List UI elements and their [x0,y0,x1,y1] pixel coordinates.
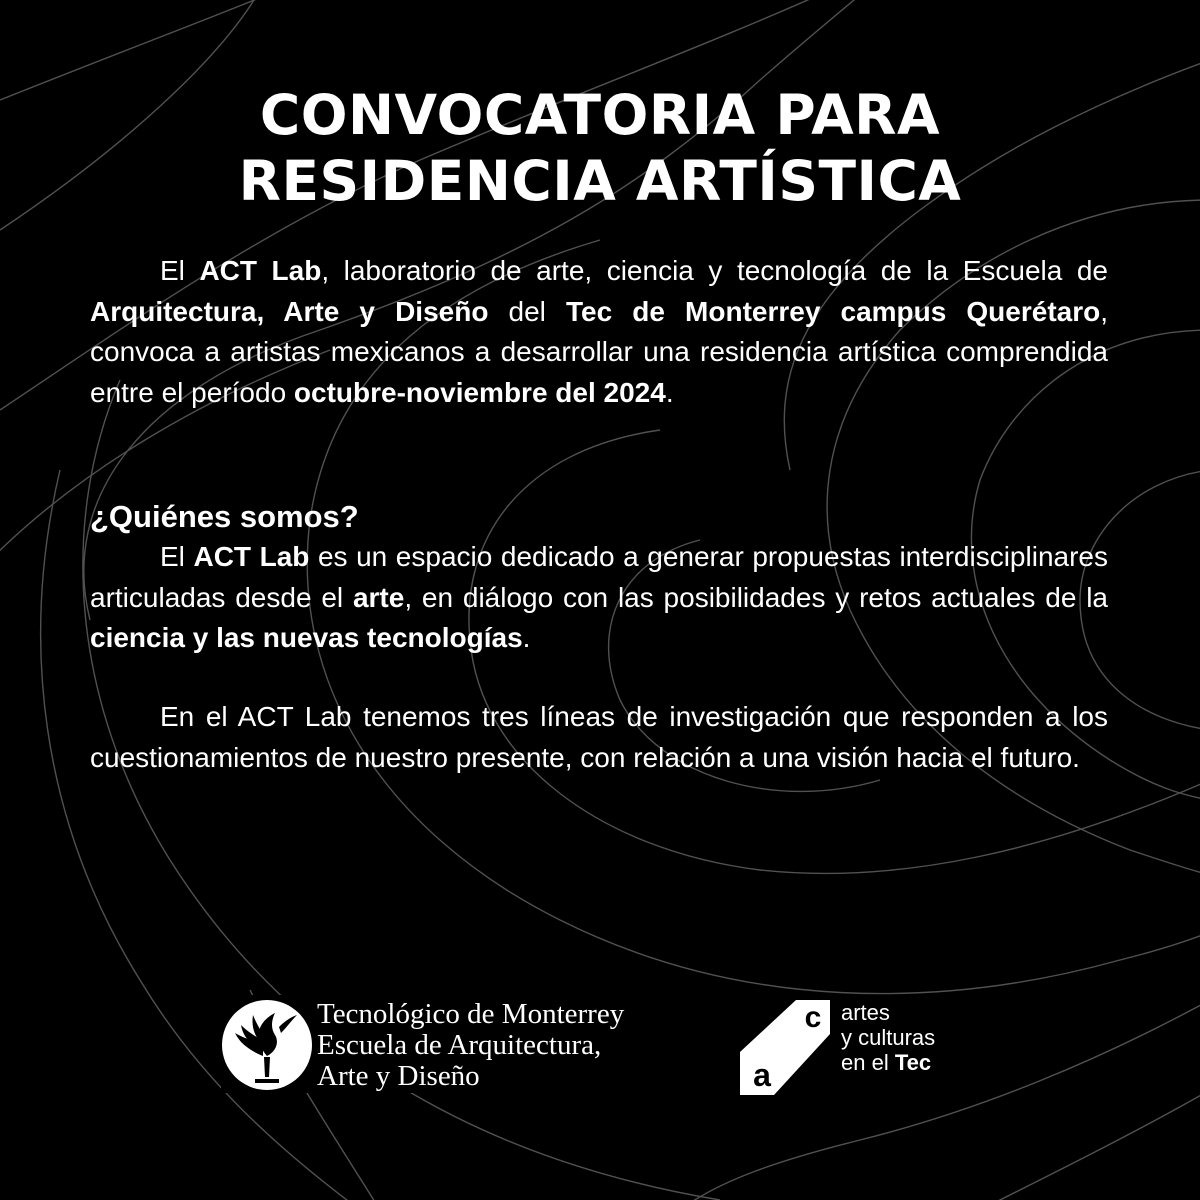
intro-text-1: El [160,255,200,286]
tec-line-2: Escuela de Arquitectura, [317,1029,602,1061]
intro-text-3: del [488,295,566,327]
section-heading: ¿Quiénes somos? [90,499,359,534]
about-text-2: es un espacio dedicado a generar propuestas interdisciplinares articuladas desde el [90,541,1108,613]
tec-monterrey-logo [221,995,658,1093]
title-line-1: CONVOCATORIA PARA [259,83,941,147]
tec-wordmark [317,999,624,1092]
tec-line-3: Arte y Diseño [317,1060,480,1092]
about-paragraph [90,537,1108,659]
intro-bold-period: octubre-noviembre del 2024 [293,376,666,408]
ac-letter-a: a [753,1057,771,1093]
tec-line-1: Tecnológico de Monterrey [317,998,625,1030]
ac-line-3 [841,1050,935,1075]
artes-culturas-logo [740,1000,980,1095]
intro-text-5: . [665,376,674,408]
ac-line-1: artes [841,1000,890,1025]
about-text-1: El [160,541,194,572]
intro-bold-act-lab: ACT Lab [199,255,322,286]
torch-emblem-icon [221,999,313,1091]
research-lines-text: En el ACT Lab tenemos tres líneas de investigación que responden a los cuestionamientos de nuestro presente, con relación a una visión hacia el futuro. [90,701,1108,773]
about-bold-act-lab: ACT Lab [193,541,310,572]
artes-culturas-wordmark [841,1000,935,1075]
about-bold-science: ciencia y las nuevas tecnologías [90,622,523,653]
intro-bold-campus: Tec de Monterrey campus Querétaro [566,295,1101,327]
page-title [0,82,1200,214]
intro-text-2: , laboratorio de arte, ciencia y tecnología de la Escuela de [321,255,1108,286]
about-bold-arte: arte [352,581,405,613]
ac-letter-c: c [804,1001,822,1034]
ac-line-3-prefix: en el [841,1050,895,1075]
title-line-2: RESIDENCIA ARTÍSTICA [238,149,962,213]
intro-bold-school: Arquitectura, Arte y Diseño [90,295,489,327]
research-lines-paragraph [90,697,1108,778]
ac-line-3-tec: Tec [894,1050,932,1075]
ac-line-2: y culturas [841,1025,936,1050]
intro-text-4: , convoca a artistas mexicanos a desarrollar una residencia artística comprendida entre el período [90,295,1109,408]
about-text-4: . [522,622,531,653]
artes-culturas-mark-icon [740,1000,830,1095]
intro-paragraph [90,251,1108,413]
about-text-3: , en diálogo con las posibilidades y retos actuales de la [404,581,1108,613]
